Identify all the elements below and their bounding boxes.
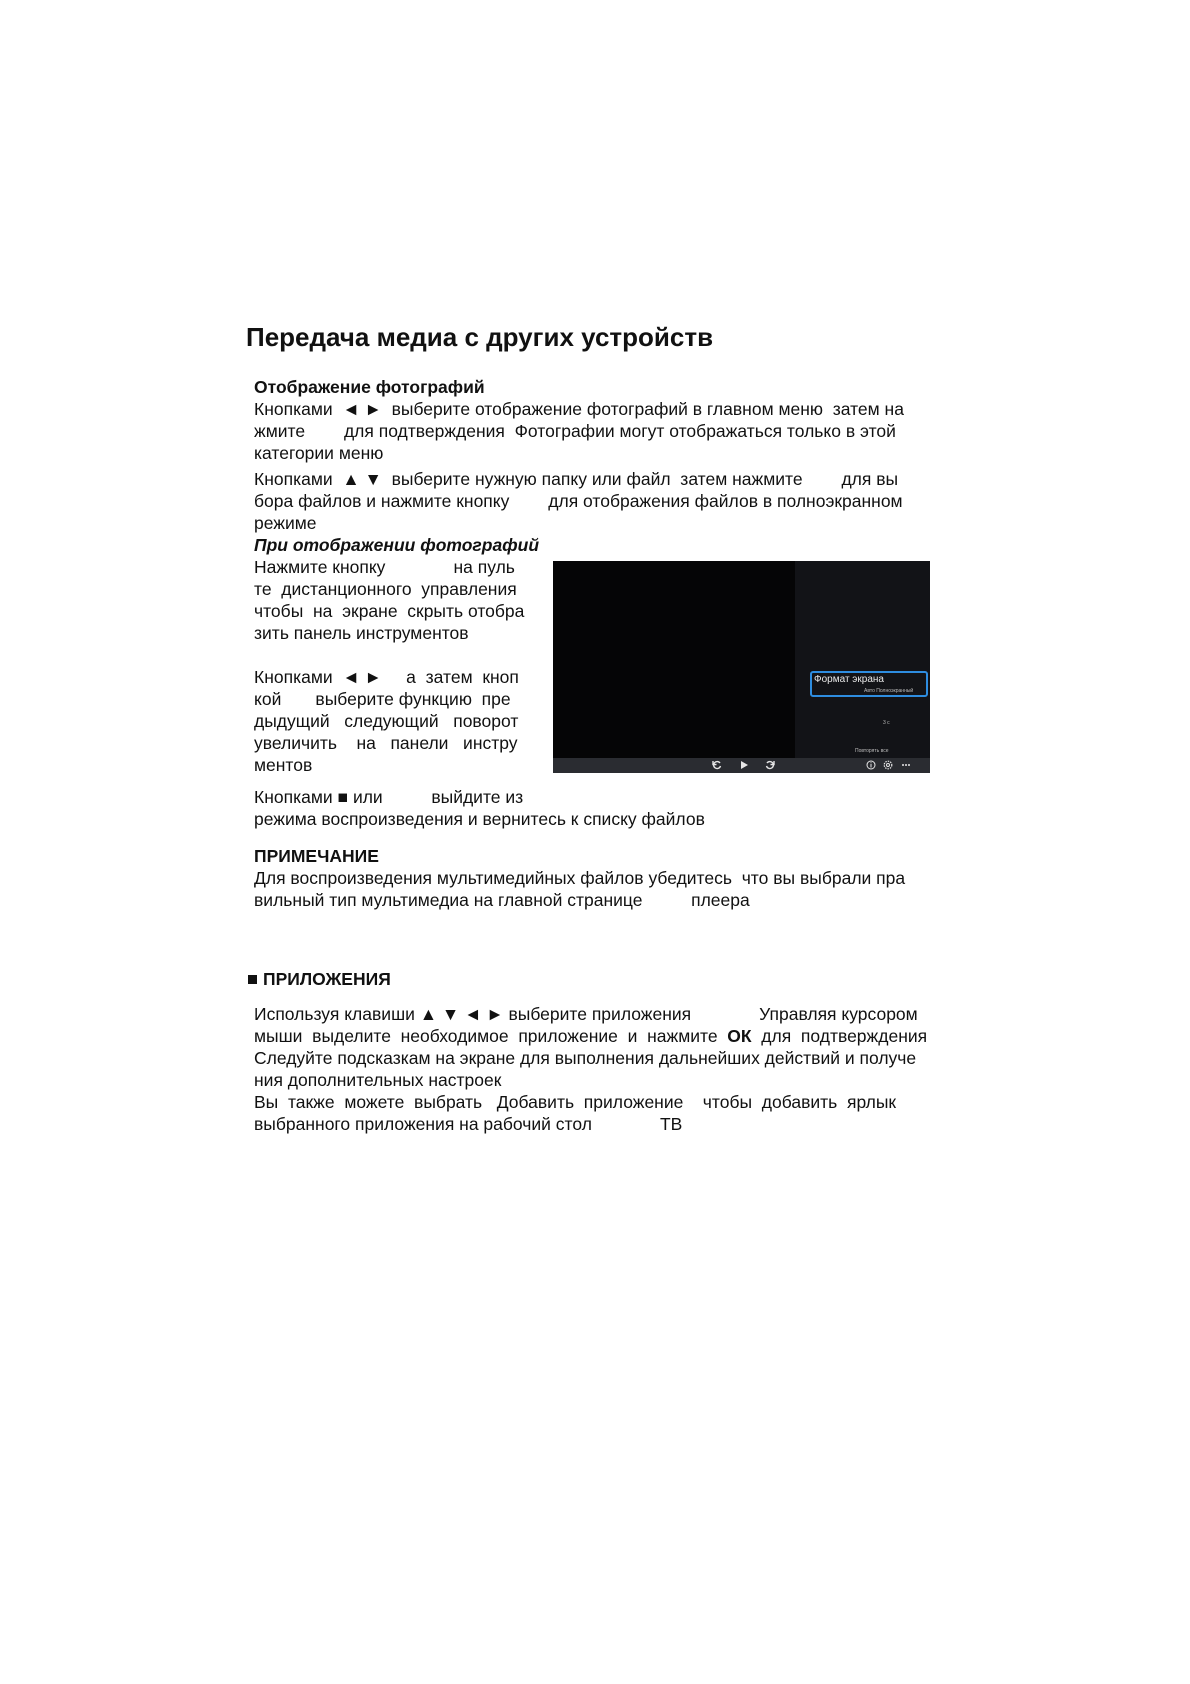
- tv-side-panel: [795, 561, 930, 758]
- page-title: Передача медиа с других устройств: [246, 322, 714, 352]
- note-line: Для воспроизведения мультимедийных файлов убедитесь что вы выбрали пра: [254, 868, 906, 888]
- tv-menu-sub: Повторять все: [855, 748, 889, 754]
- section-heading-photos: Отображение фотографий: [254, 377, 485, 397]
- settings-icon: [881, 758, 895, 773]
- paragraph-line: режиме: [254, 513, 317, 533]
- apps-heading: ПРИЛОЖЕНИЯ: [263, 969, 391, 989]
- bullet-icon: [248, 975, 257, 984]
- paragraph-line: Кнопками ◄ ► выберите отображение фотографий в главном меню затем на: [254, 399, 904, 419]
- apps-line: Следуйте подсказкам на экране для выполнения дальнейших действий и получе: [254, 1048, 917, 1068]
- paragraph-line: Кнопками ◄ ► а затем кноп: [254, 667, 519, 687]
- paragraph-line: увеличить на панели инстру: [254, 733, 518, 753]
- rotate-right-icon: [763, 758, 777, 773]
- apps-line: Вы также можете выбрать Добавить приложение чтобы добавить ярлык: [254, 1092, 897, 1112]
- tv-menu-item-format: [810, 671, 928, 697]
- tv-screenshot: [553, 561, 930, 773]
- more-icon: [899, 758, 913, 773]
- note-line: вильный тип мультимедиа на главной странице плеера: [254, 890, 750, 910]
- tv-menu-sub: 3 с: [883, 720, 890, 726]
- tv-menu-sub: Авто Полноэкранный: [864, 688, 914, 694]
- paragraph-line: чтобы на экране скрыть отобра: [254, 601, 525, 621]
- subheading-photo-display: При отображении фотографий: [254, 535, 540, 555]
- apps-line: выбранного приложения на рабочий стол ТВ: [254, 1114, 683, 1134]
- play-icon: [737, 758, 751, 773]
- paragraph-line: Кнопками ■ или выйдите из: [254, 787, 524, 807]
- paragraph-line: дыдущий следующий поворот: [254, 711, 519, 731]
- apps-line: Используя клавиши ▲ ▼ ◄ ► выберите приложения Управляя курсором: [254, 1004, 918, 1024]
- info-icon: [864, 758, 878, 773]
- apps-heading-row: [248, 969, 391, 990]
- paragraph-line: кой выберите функцию пре: [254, 689, 511, 709]
- paragraph-line: жмите для подтверждения Фотографии могут отображаться только в этой: [254, 421, 896, 441]
- tv-toolbar: [553, 758, 930, 773]
- rotate-left-icon: [710, 758, 724, 773]
- paragraph-line: Нажмите кнопку на пуль: [254, 557, 515, 577]
- apps-line: мыши выделите необходимое приложение и нажмите ОК для подтверждения: [254, 1026, 928, 1046]
- paragraph-line: режима воспроизведения и вернитесь к списку файлов: [254, 809, 705, 829]
- note-heading: ПРИМЕЧАНИЕ: [254, 846, 379, 866]
- paragraph-line: Кнопками ▲ ▼ выберите нужную папку или файл затем нажмите для вы: [254, 469, 899, 489]
- tv-menu-label: Формат экрана: [814, 674, 884, 685]
- paragraph-line: зить панель инструментов: [254, 623, 469, 643]
- paragraph-line: те дистанционного управления: [254, 579, 517, 599]
- apps-line: ния дополнительных настроек: [254, 1070, 502, 1090]
- paragraph-line: бора файлов и нажмите кнопку для отображения файлов в полноэкранном: [254, 491, 903, 511]
- paragraph-line: категории меню: [254, 443, 384, 463]
- paragraph-line: ментов: [254, 755, 313, 775]
